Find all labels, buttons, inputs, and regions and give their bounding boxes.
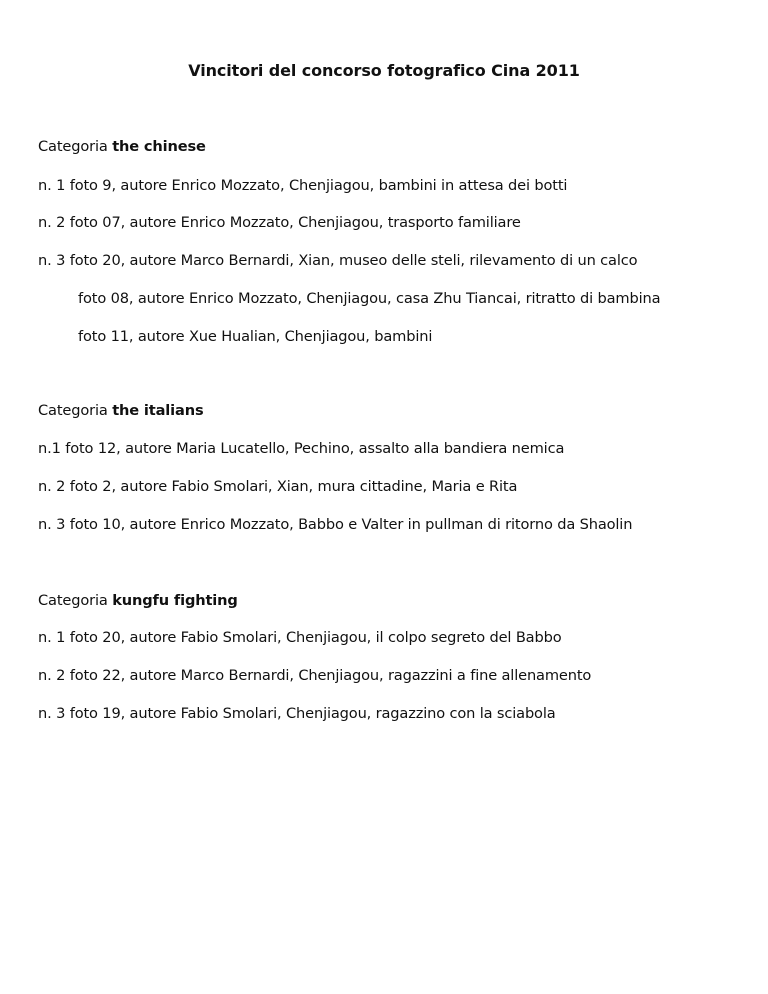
category-name: the italians xyxy=(112,402,204,419)
document-title: Vincitori del concorso fotografico Cina 2011 xyxy=(188,61,580,80)
winner-entry: n. 1 foto 9, autore Enrico Mozzato, Chenjiagou, bambini in attesa dei botti xyxy=(38,177,568,194)
winner-entry: foto 08, autore Enrico Mozzato, Chenjiagou, casa Zhu Tiancai, ritratto di bambina xyxy=(78,290,661,307)
winner-entry: n. 2 foto 2, autore Fabio Smolari, Xian, mura cittadine, Maria e Rita xyxy=(38,478,518,495)
category-prefix: Categoria xyxy=(38,402,108,419)
winner-entry: n. 1 foto 20, autore Fabio Smolari, Chenjiagou, il colpo segreto del Babbo xyxy=(38,629,562,646)
category-name: the chinese xyxy=(112,138,206,155)
category-heading-the-italians xyxy=(38,402,204,419)
winner-entry: n. 3 foto 20, autore Marco Bernardi, Xian, museo delle steli, rilevamento di un calco xyxy=(38,252,638,269)
category-name: kungfu fighting xyxy=(112,592,238,609)
winner-entry: n. 2 foto 22, autore Marco Bernardi, Chenjiagou, ragazzini a fine allenamento xyxy=(38,667,592,684)
winner-entry: n. 3 foto 10, autore Enrico Mozzato, Babbo e Valter in pullman di ritorno da Shaolin xyxy=(38,516,633,533)
category-prefix: Categoria xyxy=(38,138,108,155)
category-heading-kungfu-fighting xyxy=(38,592,238,609)
winner-entry: n. 3 foto 19, autore Fabio Smolari, Chenjiagou, ragazzino con la sciabola xyxy=(38,705,556,722)
category-heading-the-chinese xyxy=(38,138,206,155)
winner-entry: foto 11, autore Xue Hualian, Chenjiagou, bambini xyxy=(78,328,433,345)
winner-entry: n. 2 foto 07, autore Enrico Mozzato, Chenjiagou, trasporto familiare xyxy=(38,214,521,231)
winner-entry: n.1 foto 12, autore Maria Lucatello, Pechino, assalto alla bandiera nemica xyxy=(38,440,565,457)
category-prefix: Categoria xyxy=(38,592,108,609)
